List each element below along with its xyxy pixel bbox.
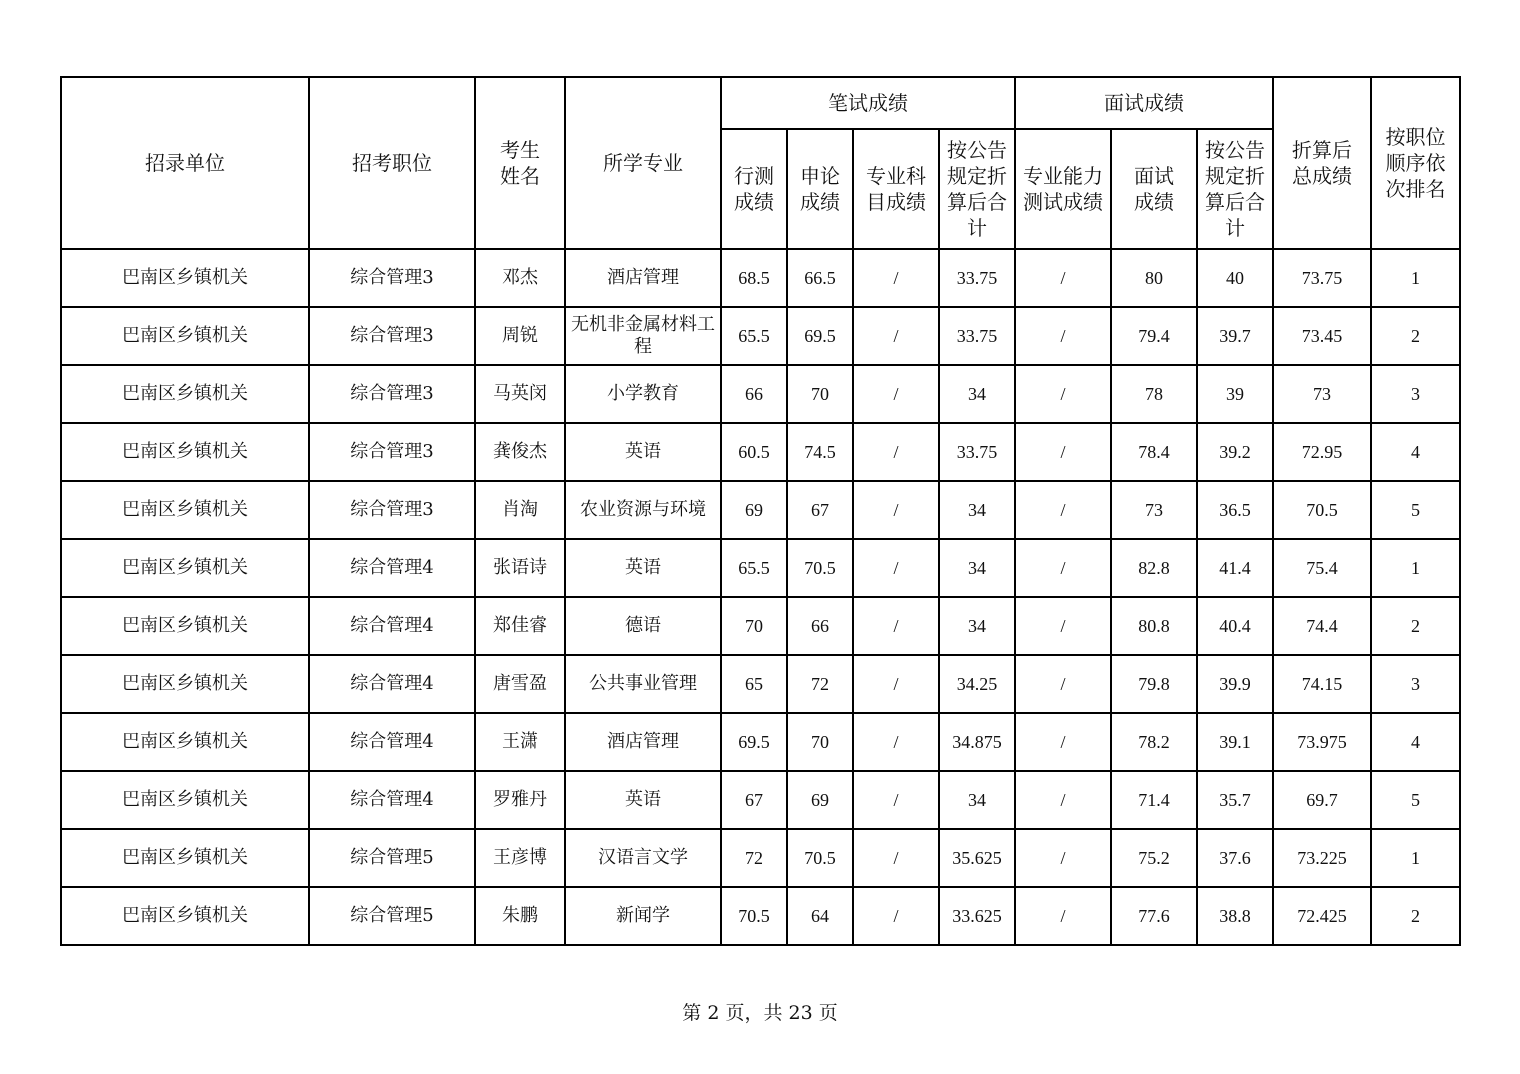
cell-major-text: 德语 bbox=[625, 615, 661, 636]
cell-prof-ability: / bbox=[1015, 655, 1111, 713]
cell-major-text: 公共事业管理 bbox=[589, 673, 697, 694]
header-written-converted bbox=[939, 129, 1015, 249]
cell-name: 王彦博 bbox=[475, 829, 565, 887]
cell-rank: 5 bbox=[1371, 771, 1460, 829]
cell-interview-total: 35.7 bbox=[1197, 771, 1273, 829]
header-interview-score-text: 面试成绩 bbox=[1134, 164, 1174, 214]
cell-prof-ability: / bbox=[1015, 365, 1111, 423]
cell-shenlun: 70.5 bbox=[787, 829, 853, 887]
cell-xingce: 65.5 bbox=[721, 539, 787, 597]
cell-unit: 巴南区乡镇机关 bbox=[61, 539, 309, 597]
cell-major-text: 英语 bbox=[625, 557, 661, 578]
cell-position: 综合管理4 bbox=[309, 771, 475, 829]
cell-written-total: 33.75 bbox=[939, 307, 1015, 365]
cell-interview: 79.4 bbox=[1111, 307, 1197, 365]
cell-rank: 2 bbox=[1371, 307, 1460, 365]
cell-written-total: 34 bbox=[939, 481, 1015, 539]
table-row bbox=[61, 829, 1460, 887]
cell-xingce: 68.5 bbox=[721, 249, 787, 307]
cell-shenlun: 66 bbox=[787, 597, 853, 655]
cell-prof-subject: / bbox=[853, 887, 939, 945]
cell-total: 73 bbox=[1273, 365, 1371, 423]
cell-prof-ability: / bbox=[1015, 481, 1111, 539]
cell-written-total: 34 bbox=[939, 597, 1015, 655]
cell-written-total: 33.75 bbox=[939, 249, 1015, 307]
cell-total: 74.15 bbox=[1273, 655, 1371, 713]
header-interview-converted-text: 按公告规定折算后合计 bbox=[1205, 138, 1265, 240]
cell-position: 综合管理4 bbox=[309, 655, 475, 713]
cell-prof-subject: / bbox=[853, 597, 939, 655]
cell-written-total: 34.875 bbox=[939, 713, 1015, 771]
cell-xingce: 65.5 bbox=[721, 307, 787, 365]
cell-position: 综合管理4 bbox=[309, 713, 475, 771]
cell-rank: 1 bbox=[1371, 249, 1460, 307]
cell-unit: 巴南区乡镇机关 bbox=[61, 597, 309, 655]
cell-prof-subject: / bbox=[853, 539, 939, 597]
cell-prof-ability: / bbox=[1015, 423, 1111, 481]
cell-position: 综合管理3 bbox=[309, 249, 475, 307]
header-total bbox=[1273, 77, 1371, 249]
cell-unit: 巴南区乡镇机关 bbox=[61, 713, 309, 771]
cell-xingce: 69 bbox=[721, 481, 787, 539]
cell-written-total: 34.25 bbox=[939, 655, 1015, 713]
cell-shenlun: 70.5 bbox=[787, 539, 853, 597]
cell-prof-ability: / bbox=[1015, 249, 1111, 307]
cell-written-total: 34 bbox=[939, 539, 1015, 597]
header-interview-score bbox=[1111, 129, 1197, 249]
header-position: 招考职位 bbox=[309, 77, 475, 249]
header-interview-converted bbox=[1197, 129, 1273, 249]
cell-written-total: 33.625 bbox=[939, 887, 1015, 945]
cell-major bbox=[565, 713, 721, 771]
cell-name: 郑佳睿 bbox=[475, 597, 565, 655]
cell-total: 73.975 bbox=[1273, 713, 1371, 771]
table-row bbox=[61, 597, 1460, 655]
cell-major-text: 新闻学 bbox=[616, 905, 670, 926]
table-row bbox=[61, 887, 1460, 945]
cell-total: 73.225 bbox=[1273, 829, 1371, 887]
cell-major bbox=[565, 249, 721, 307]
cell-interview-total: 39 bbox=[1197, 365, 1273, 423]
cell-major-text: 英语 bbox=[625, 789, 661, 810]
cell-name: 张语诗 bbox=[475, 539, 565, 597]
cell-name: 邓杰 bbox=[475, 249, 565, 307]
cell-total: 72.95 bbox=[1273, 423, 1371, 481]
header-rank bbox=[1371, 77, 1460, 249]
cell-interview: 71.4 bbox=[1111, 771, 1197, 829]
cell-xingce: 65 bbox=[721, 655, 787, 713]
cell-rank: 2 bbox=[1371, 597, 1460, 655]
cell-interview-total: 39.9 bbox=[1197, 655, 1273, 713]
cell-major bbox=[565, 771, 721, 829]
cell-interview-total: 39.1 bbox=[1197, 713, 1273, 771]
cell-major bbox=[565, 887, 721, 945]
cell-prof-ability: / bbox=[1015, 539, 1111, 597]
cell-name: 龚俊杰 bbox=[475, 423, 565, 481]
score-body bbox=[61, 249, 1460, 945]
header-xingce-text: 行测成绩 bbox=[734, 164, 774, 214]
cell-name: 马英闵 bbox=[475, 365, 565, 423]
cell-interview: 73 bbox=[1111, 481, 1197, 539]
cell-prof-ability: / bbox=[1015, 597, 1111, 655]
cell-written-total: 34 bbox=[939, 365, 1015, 423]
cell-major bbox=[565, 423, 721, 481]
cell-rank: 4 bbox=[1371, 423, 1460, 481]
cell-position: 综合管理3 bbox=[309, 481, 475, 539]
page-footer: 第 2 页，共 23 页 bbox=[682, 1002, 838, 1024]
cell-interview-total: 40.4 bbox=[1197, 597, 1273, 655]
cell-prof-subject: / bbox=[853, 481, 939, 539]
table-row bbox=[61, 307, 1460, 365]
cell-prof-subject: / bbox=[853, 655, 939, 713]
cell-shenlun: 67 bbox=[787, 481, 853, 539]
cell-unit: 巴南区乡镇机关 bbox=[61, 423, 309, 481]
table-row bbox=[61, 481, 1460, 539]
cell-total: 73.45 bbox=[1273, 307, 1371, 365]
cell-name: 周锐 bbox=[475, 307, 565, 365]
cell-shenlun: 64 bbox=[787, 887, 853, 945]
cell-unit: 巴南区乡镇机关 bbox=[61, 249, 309, 307]
cell-rank: 4 bbox=[1371, 713, 1460, 771]
cell-xingce: 70.5 bbox=[721, 887, 787, 945]
cell-interview-total: 41.4 bbox=[1197, 539, 1273, 597]
cell-unit: 巴南区乡镇机关 bbox=[61, 887, 309, 945]
cell-major bbox=[565, 597, 721, 655]
cell-interview: 79.8 bbox=[1111, 655, 1197, 713]
cell-position: 综合管理3 bbox=[309, 423, 475, 481]
cell-prof-ability: / bbox=[1015, 307, 1111, 365]
cell-interview: 78 bbox=[1111, 365, 1197, 423]
cell-shenlun: 69 bbox=[787, 771, 853, 829]
cell-name: 唐雪盈 bbox=[475, 655, 565, 713]
cell-interview-total: 40 bbox=[1197, 249, 1273, 307]
header-professional-subject-text: 专业科目成绩 bbox=[866, 164, 926, 214]
cell-xingce: 69.5 bbox=[721, 713, 787, 771]
header-xingce bbox=[721, 129, 787, 249]
cell-major bbox=[565, 539, 721, 597]
cell-shenlun: 70 bbox=[787, 713, 853, 771]
cell-xingce: 66 bbox=[721, 365, 787, 423]
cell-major-text: 酒店管理 bbox=[607, 267, 679, 288]
cell-name: 罗雅丹 bbox=[475, 771, 565, 829]
cell-shenlun: 66.5 bbox=[787, 249, 853, 307]
cell-xingce: 60.5 bbox=[721, 423, 787, 481]
cell-rank: 5 bbox=[1371, 481, 1460, 539]
cell-prof-subject: / bbox=[853, 365, 939, 423]
cell-major bbox=[565, 655, 721, 713]
cell-shenlun: 72 bbox=[787, 655, 853, 713]
cell-interview-total: 36.5 bbox=[1197, 481, 1273, 539]
cell-position: 综合管理5 bbox=[309, 887, 475, 945]
cell-interview: 75.2 bbox=[1111, 829, 1197, 887]
cell-name: 朱鹏 bbox=[475, 887, 565, 945]
cell-name: 肖淘 bbox=[475, 481, 565, 539]
cell-written-total: 34 bbox=[939, 771, 1015, 829]
cell-interview: 80.8 bbox=[1111, 597, 1197, 655]
score-table bbox=[60, 76, 1461, 946]
table-row bbox=[61, 539, 1460, 597]
cell-interview: 82.8 bbox=[1111, 539, 1197, 597]
cell-xingce: 70 bbox=[721, 597, 787, 655]
cell-position: 综合管理3 bbox=[309, 365, 475, 423]
cell-total: 69.7 bbox=[1273, 771, 1371, 829]
cell-major bbox=[565, 481, 721, 539]
cell-major-text: 小学教育 bbox=[607, 383, 679, 404]
cell-total: 70.5 bbox=[1273, 481, 1371, 539]
cell-major-text: 无机非金属材料工程 bbox=[571, 314, 715, 357]
table-row bbox=[61, 713, 1460, 771]
cell-major-text: 汉语言文学 bbox=[598, 847, 688, 868]
cell-unit: 巴南区乡镇机关 bbox=[61, 655, 309, 713]
cell-major bbox=[565, 307, 721, 365]
cell-unit: 巴南区乡镇机关 bbox=[61, 365, 309, 423]
cell-major-text: 农业资源与环境 bbox=[580, 499, 706, 520]
cell-interview: 80 bbox=[1111, 249, 1197, 307]
table-row bbox=[61, 249, 1460, 307]
header-professional-ability-text: 专业能力测试成绩 bbox=[1023, 164, 1103, 214]
cell-rank: 3 bbox=[1371, 365, 1460, 423]
cell-unit: 巴南区乡镇机关 bbox=[61, 307, 309, 365]
header-written-group: 笔试成绩 bbox=[721, 77, 1015, 129]
cell-total: 75.4 bbox=[1273, 539, 1371, 597]
cell-rank: 1 bbox=[1371, 829, 1460, 887]
cell-position: 综合管理4 bbox=[309, 539, 475, 597]
cell-interview-total: 39.2 bbox=[1197, 423, 1273, 481]
cell-interview-total: 37.6 bbox=[1197, 829, 1273, 887]
cell-rank: 1 bbox=[1371, 539, 1460, 597]
cell-total: 72.425 bbox=[1273, 887, 1371, 945]
header-written-converted-text: 按公告规定折算后合计 bbox=[947, 138, 1007, 240]
header-name bbox=[475, 77, 565, 249]
cell-shenlun: 69.5 bbox=[787, 307, 853, 365]
cell-prof-subject: / bbox=[853, 713, 939, 771]
cell-position: 综合管理5 bbox=[309, 829, 475, 887]
header-total-text: 折算后总成绩 bbox=[1292, 138, 1353, 188]
table-row bbox=[61, 655, 1460, 713]
table-row bbox=[61, 771, 1460, 829]
cell-prof-ability: / bbox=[1015, 829, 1111, 887]
cell-unit: 巴南区乡镇机关 bbox=[61, 771, 309, 829]
cell-interview: 78.2 bbox=[1111, 713, 1197, 771]
cell-prof-ability: / bbox=[1015, 713, 1111, 771]
header-unit: 招录单位 bbox=[61, 77, 309, 249]
header-shenlun-text: 申论成绩 bbox=[800, 164, 840, 214]
header-rank-text: 按职位顺序依次排名 bbox=[1385, 125, 1446, 201]
cell-prof-subject: / bbox=[853, 771, 939, 829]
cell-interview: 77.6 bbox=[1111, 887, 1197, 945]
cell-prof-subject: / bbox=[853, 249, 939, 307]
header-professional-subject bbox=[853, 129, 939, 249]
header-major: 所学专业 bbox=[565, 77, 721, 249]
cell-interview-total: 38.8 bbox=[1197, 887, 1273, 945]
cell-rank: 3 bbox=[1371, 655, 1460, 713]
cell-position: 综合管理3 bbox=[309, 307, 475, 365]
cell-total: 74.4 bbox=[1273, 597, 1371, 655]
cell-major-text: 酒店管理 bbox=[607, 731, 679, 752]
cell-interview: 78.4 bbox=[1111, 423, 1197, 481]
header-row-top bbox=[61, 77, 1460, 129]
cell-name: 王潇 bbox=[475, 713, 565, 771]
cell-rank: 2 bbox=[1371, 887, 1460, 945]
cell-major-text: 英语 bbox=[625, 441, 661, 462]
cell-total: 73.75 bbox=[1273, 249, 1371, 307]
cell-position: 综合管理4 bbox=[309, 597, 475, 655]
cell-shenlun: 70 bbox=[787, 365, 853, 423]
cell-prof-subject: / bbox=[853, 423, 939, 481]
header-name-text: 考生姓名 bbox=[500, 138, 540, 188]
header-interview-group: 面试成绩 bbox=[1015, 77, 1273, 129]
cell-prof-ability: / bbox=[1015, 887, 1111, 945]
cell-prof-subject: / bbox=[853, 307, 939, 365]
cell-major bbox=[565, 365, 721, 423]
cell-xingce: 72 bbox=[721, 829, 787, 887]
cell-xingce: 67 bbox=[721, 771, 787, 829]
cell-interview-total: 39.7 bbox=[1197, 307, 1273, 365]
header-professional-ability bbox=[1015, 129, 1111, 249]
cell-prof-subject: / bbox=[853, 829, 939, 887]
cell-written-total: 33.75 bbox=[939, 423, 1015, 481]
cell-shenlun: 74.5 bbox=[787, 423, 853, 481]
cell-prof-ability: / bbox=[1015, 771, 1111, 829]
cell-unit: 巴南区乡镇机关 bbox=[61, 829, 309, 887]
header-shenlun bbox=[787, 129, 853, 249]
cell-written-total: 35.625 bbox=[939, 829, 1015, 887]
table-row bbox=[61, 365, 1460, 423]
table-row bbox=[61, 423, 1460, 481]
cell-major bbox=[565, 829, 721, 887]
cell-unit: 巴南区乡镇机关 bbox=[61, 481, 309, 539]
